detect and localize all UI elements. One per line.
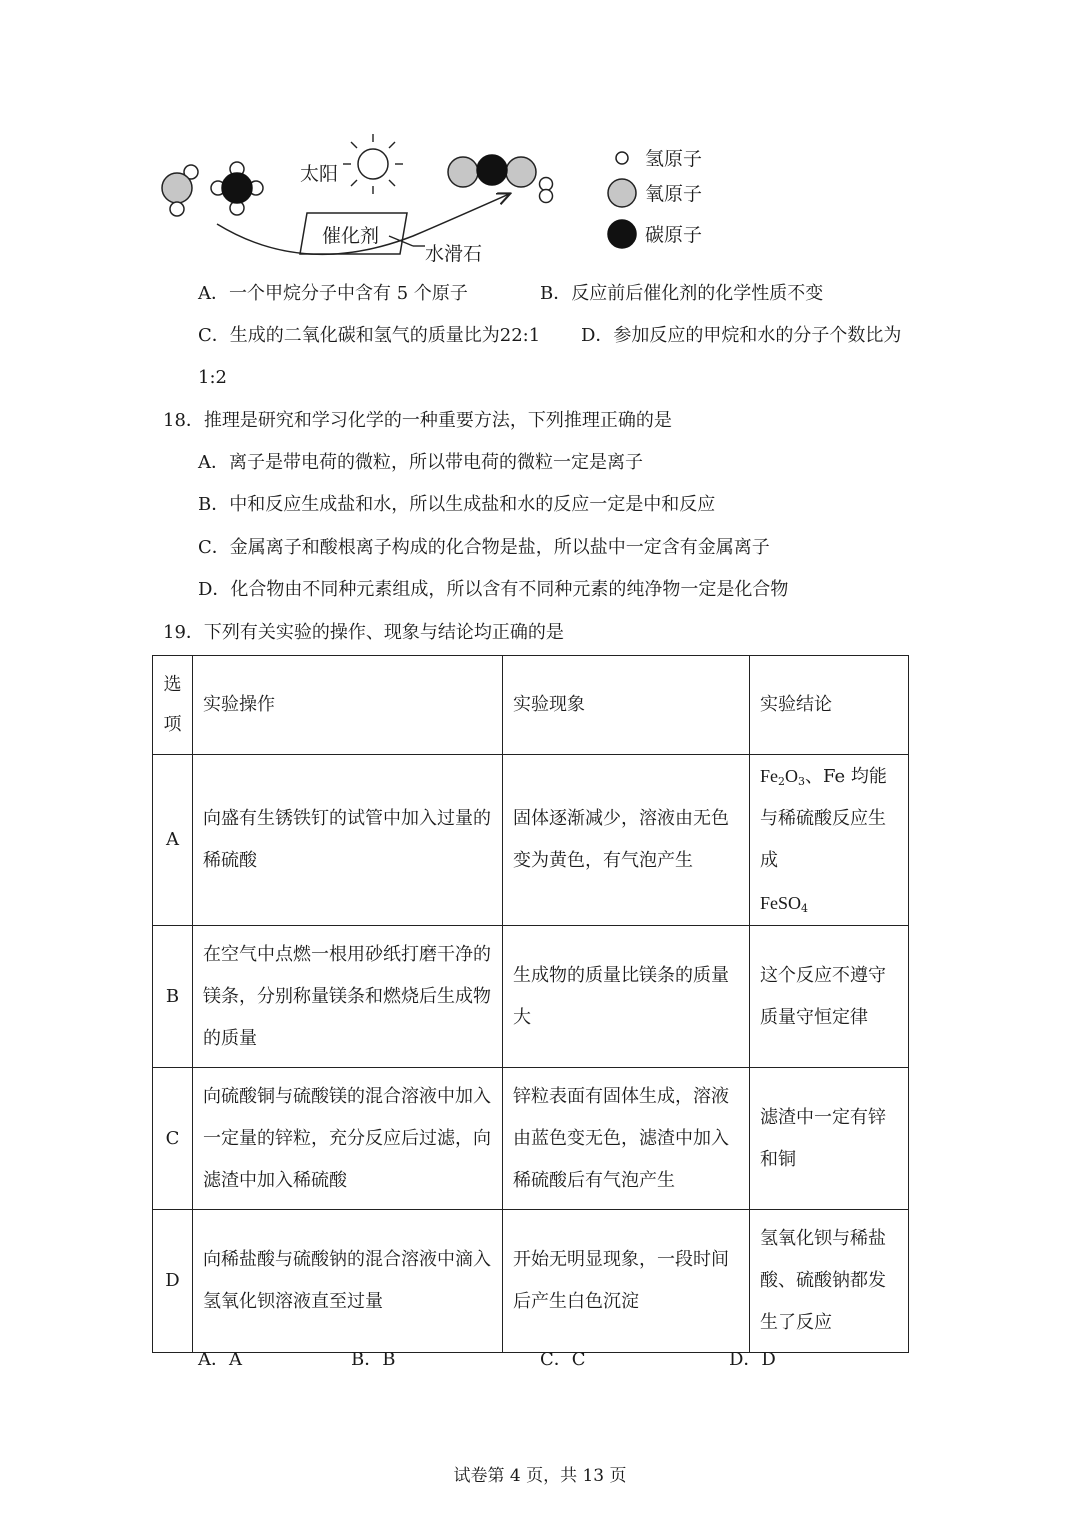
co2-molecule: [448, 155, 536, 187]
row-operation: 向盛有生锈铁钉的试管中加入过量的稀硫酸: [193, 755, 503, 926]
row-phenomenon: 固体逐渐减少，溶液由无色变为黄色，有气泡产生: [503, 755, 750, 926]
q19-answer-c: C．C: [540, 1349, 586, 1370]
q17-option-d: D．参加反应的甲烷和水的分子个数比为: [581, 325, 902, 346]
oxygen-legend-icon: [608, 179, 636, 207]
q19-answer-d: D．D: [729, 1349, 776, 1370]
sun-label: 太阳: [300, 163, 339, 185]
row-option: A: [153, 755, 193, 926]
hydrogen-legend-icon: [616, 152, 628, 164]
table-row: [153, 755, 909, 926]
row-phenomenon: 生成物的质量比镁条的质量大: [503, 926, 750, 1068]
row-operation: 向稀盐酸与硫酸钠的混合溶液中滴入氢氧化钡溶液直至过量: [193, 1210, 503, 1353]
row-option: D: [153, 1210, 193, 1353]
row-option: B: [153, 926, 193, 1068]
row-operation: 向硫酸铜与硫酸镁的混合溶液中加入一定量的锌粒，充分反应后过滤，向滤渣中加入稀硫酸: [193, 1068, 503, 1210]
row-option: C: [153, 1068, 193, 1210]
formula-o: O: [785, 766, 798, 786]
row-phenomenon: 锌粒表面有固体生成，溶液由蓝色变无色，滤渣中加入稀硫酸后有气泡产生: [503, 1068, 750, 1210]
row-phenomenon: 开始无明显现象，一段时间后产生白色沉淀: [503, 1210, 750, 1353]
conclusion-text: 、Fe 均能与稀硫酸反应生成: [760, 766, 887, 871]
catalyst-label: 催化剂: [322, 225, 380, 247]
q17-option-d-continued: 1:2: [198, 367, 227, 388]
q19-stem: 19．下列有关实验的操作、现象与结论均正确的是: [163, 622, 564, 643]
row-operation: 在空气中点燃一根用砂纸打磨干净的镁条，分别称量镁条和燃烧后生成物的质量: [193, 926, 503, 1068]
q18-option-a: A．离子是带电荷的微粒，所以带电荷的微粒一定是离子: [198, 452, 643, 473]
row-conclusion: [750, 755, 909, 926]
table-row: [153, 1210, 909, 1353]
row-conclusion: 氢氧化钡与稀盐酸、硫酸钠都发生了反应: [750, 1210, 909, 1353]
legend-label-oxygen: 氧原子: [645, 183, 703, 205]
table-header-row: [153, 656, 909, 755]
header-operation: 实验操作: [193, 656, 503, 755]
legend-label-hydrogen: 氢原子: [645, 148, 703, 170]
subscript: 4: [801, 902, 809, 915]
q17-option-b: B．反应前后催化剂的化学性质不变: [540, 283, 824, 304]
q19-answer-b: B．B: [351, 1349, 396, 1370]
q17-option-a: A．一个甲烷分子中含有 5 个原子: [198, 283, 468, 304]
header-phenomenon: 实验现象: [503, 656, 750, 755]
subscript: 2: [778, 775, 785, 788]
header-option-line2: 项: [163, 714, 182, 735]
q18-option-c: C．金属离子和酸根离子构成的化合物是盐，所以盐中一定含有金属离子: [198, 537, 770, 558]
support-label: 水滑石: [425, 243, 483, 265]
reaction-diagram: [155, 128, 915, 278]
experiment-table: [152, 655, 909, 1353]
q18-stem: 18．推理是研究和学习化学的一种重要方法，下列推理正确的是: [163, 410, 672, 431]
q17-option-c: C．生成的二氧化碳和氢气的质量比为22:1: [198, 325, 541, 346]
row-conclusion: 滤渣中一定有锌和铜: [750, 1068, 909, 1210]
legend-label-carbon: 碳原子: [645, 224, 703, 246]
formula-fe: Fe: [760, 766, 778, 786]
table-row: [153, 1068, 909, 1210]
water-molecule: [162, 165, 198, 216]
table-row: [153, 926, 909, 1068]
formula-feso: FeSO: [760, 893, 802, 913]
header-option-line1: 选: [163, 674, 182, 695]
q18-option-b: B．中和反应生成盐和水，所以生成盐和水的反应一定是中和反应: [198, 494, 716, 515]
row-conclusion: 这个反应不遵守质量守恒定律: [750, 926, 909, 1068]
q18-option-d: D．化合物由不同种元素组成，所以含有不同种元素的纯净物一定是化合物: [198, 579, 789, 600]
legend: [608, 148, 702, 248]
q19-answer-a: A．A: [198, 1349, 242, 1370]
sun-icon: [343, 134, 403, 194]
page-footer: 试卷第 4 页，共 13 页: [453, 1466, 627, 1486]
subscript: 3: [798, 775, 805, 788]
h2-molecule: [540, 178, 553, 203]
methane-molecule: [211, 162, 263, 215]
carbon-legend-icon: [608, 220, 636, 248]
header-option: [153, 656, 193, 755]
header-conclusion: 实验结论: [750, 656, 909, 755]
